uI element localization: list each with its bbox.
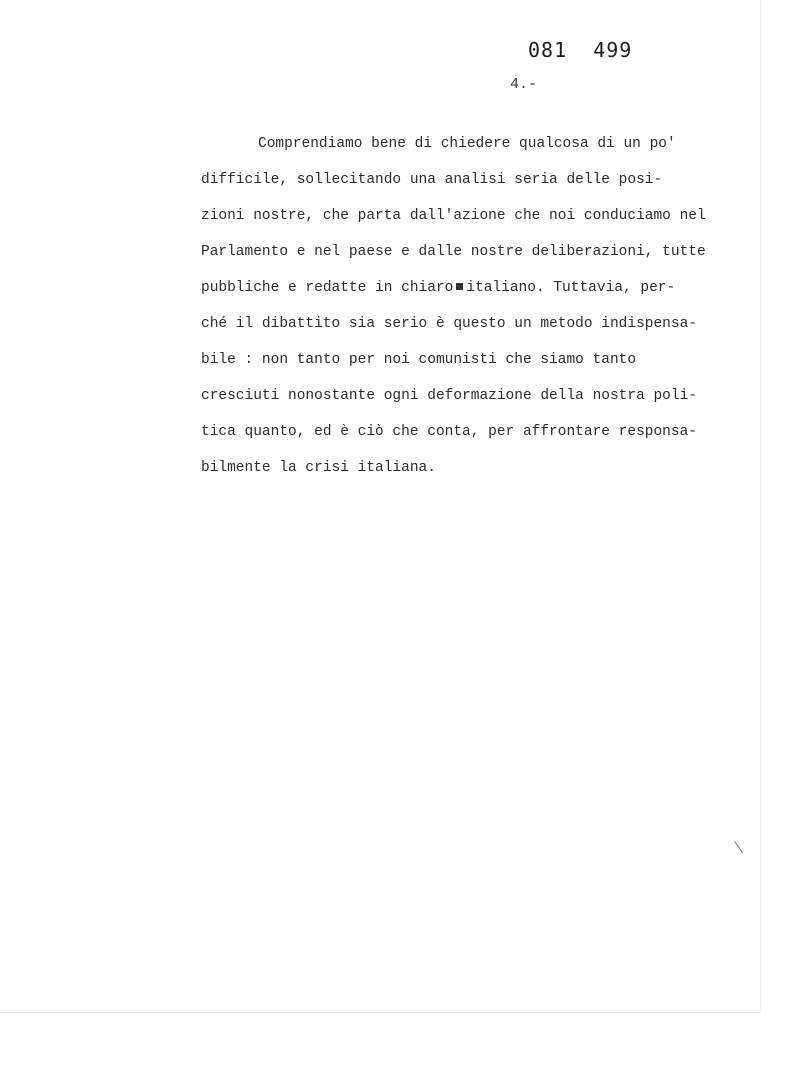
- text-line: cresciuti nonostante ogni deformazione della nostra poli-: [201, 388, 697, 404]
- text-line: tica quanto, ed è ciò che conta, per affrontare responsa-: [201, 424, 697, 440]
- text-segment: italiano. Tuttavia, per-: [466, 280, 676, 296]
- text-line-with-strikeout: [201, 280, 675, 300]
- archive-number: 081 499: [528, 38, 633, 62]
- text-line: difficile, sollecitando una analisi seria delle posi-: [201, 172, 663, 188]
- text-line: bile : non tanto per noi comunisti che siamo tanto: [201, 352, 637, 368]
- text-line: ché il dibattito sia serio è questo un metodo indispensa-: [201, 316, 697, 332]
- text-segment: pubbliche e redatte in chiaro: [201, 280, 454, 296]
- text-line: bilmente la crisi italiana.: [201, 460, 436, 476]
- sheet-bottom-edge: [0, 1012, 760, 1013]
- text-line: Comprendiamo bene di chiedere qualcosa di un po': [258, 136, 676, 152]
- struck-out-character: [456, 283, 463, 290]
- stray-pen-mark: [734, 841, 743, 853]
- page-number: 4.-: [510, 76, 538, 93]
- text-line: zioni nostre, che parta dall'azione che noi conduciamo nel: [201, 208, 706, 224]
- text-line: Parlamento e nel paese e dalle nostre deliberazioni, tutte: [201, 244, 706, 260]
- sheet-right-edge: [760, 0, 761, 1012]
